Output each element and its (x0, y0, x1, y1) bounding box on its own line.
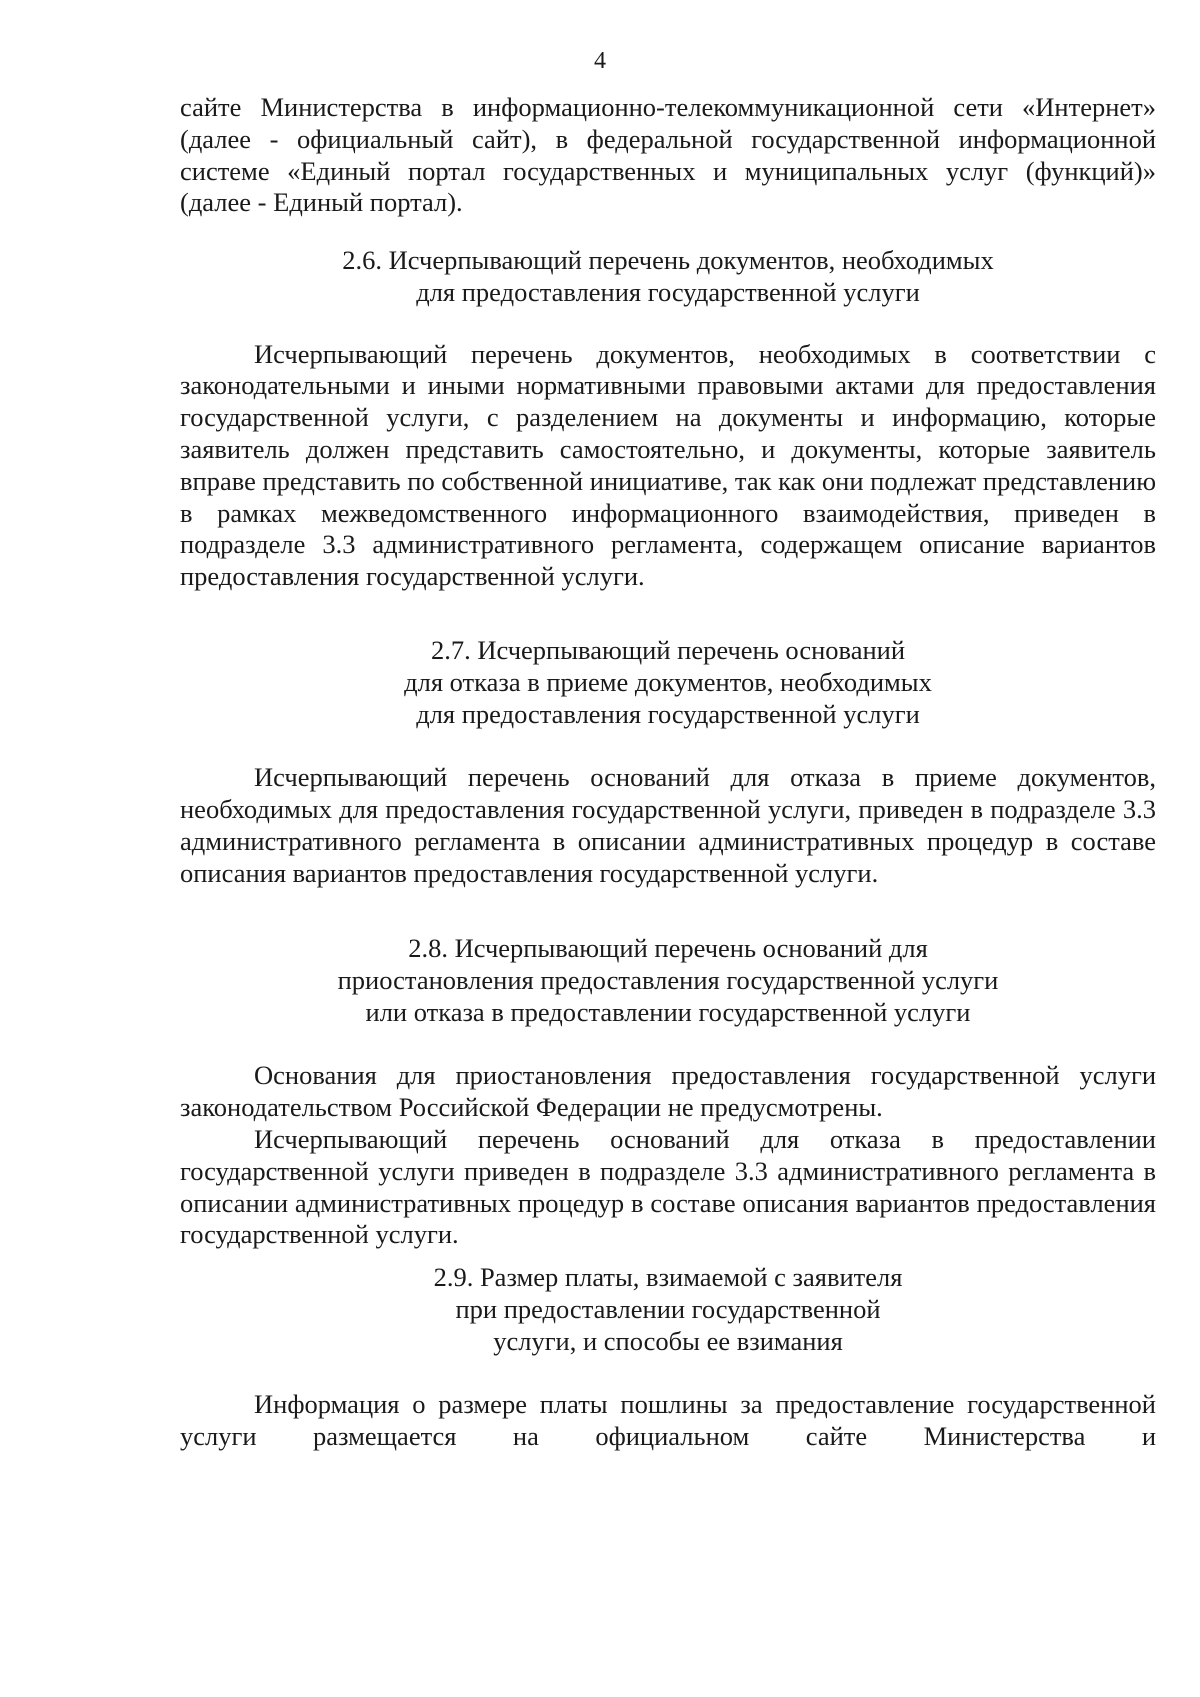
heading-line: при предоставлении государственной (455, 1293, 881, 1324)
heading-line: 2.7. Исчерпывающий перечень оснований (430, 635, 906, 665)
heading-line: для предоставления государственной услуги (416, 276, 920, 307)
section-paragraph: Информация о размере платы пошлины за предоставление государственной услуги размещается на официальном сайте Министерства и (180, 1389, 1156, 1452)
heading-line: услуги, и способы ее взимания (493, 1325, 843, 1356)
section-paragraph: Исчерпывающий перечень документов, необходимых в соответствии с законодательными и иными нормативными правовыми актами для предоставления государственной услуги, с разделением на документы и информацию, которые заявитель должен представить самостоятельно, и документы, которые заявитель вправе представить по собственной инициативе, так как они подлежат представлению в рамках межведомственного информационного взаимодействия, приведен в подразделе 3.3 административного регламента, содержащем описание вариантов предоставления государственной услуги. (180, 338, 1156, 592)
section-heading (180, 933, 1156, 1028)
heading-line: 2.9. Размер платы, взимаемой с заявителя (433, 1262, 903, 1292)
section-paragraph: Исчерпывающий перечень оснований для отказа в предоставлении государственной услуги приведен в подразделе 3.3 административного регламента в описании административных процедур в составе описания вариантов предоставления государственной услуги. (180, 1123, 1156, 1250)
heading-line: 2.8. Исчерпывающий перечень оснований для (408, 933, 928, 963)
intro-paragraph: сайте Министерства в информационно-телекоммуникационной сети «Интернет» (далее - официальный сайт), в федеральной государственной информационной системе «Единый портал государственных и муниципальных услуг (функций)» (далее - Единый портал). (180, 92, 1156, 218)
heading-line: для предоставления государственной услуги (416, 698, 920, 729)
heading-line: для отказа в приеме документов, необходимых (404, 666, 932, 697)
section-heading (180, 245, 1156, 309)
section-paragraph: Исчерпывающий перечень оснований для отказа в приеме документов, необходимых для предоставления государственной услуги, приведен в подразделе 3.3 административного регламента в описании административных процедур в составе описания вариантов предоставления государственной услуги. (180, 762, 1156, 888)
heading-line: или отказа в предоставлении государственной услуги (365, 996, 971, 1027)
heading-line: приостановления предоставления государственной услуги (337, 964, 999, 995)
heading-line: 2.6. Исчерпывающий перечень документов, необходимых (342, 245, 994, 275)
intro-block (180, 92, 1156, 219)
section-2-7 (180, 635, 1156, 890)
section-heading (180, 635, 1156, 730)
page-number: 4 (594, 48, 606, 74)
section-2-8 (180, 933, 1156, 1251)
section-paragraph: Основания для приостановления предоставления государственной услуги законодательством Российской Федерации не предусмотрены. (180, 1060, 1156, 1123)
section-2-9 (180, 1262, 1156, 1453)
section-heading (180, 1262, 1156, 1357)
section-2-6 (180, 245, 1156, 593)
